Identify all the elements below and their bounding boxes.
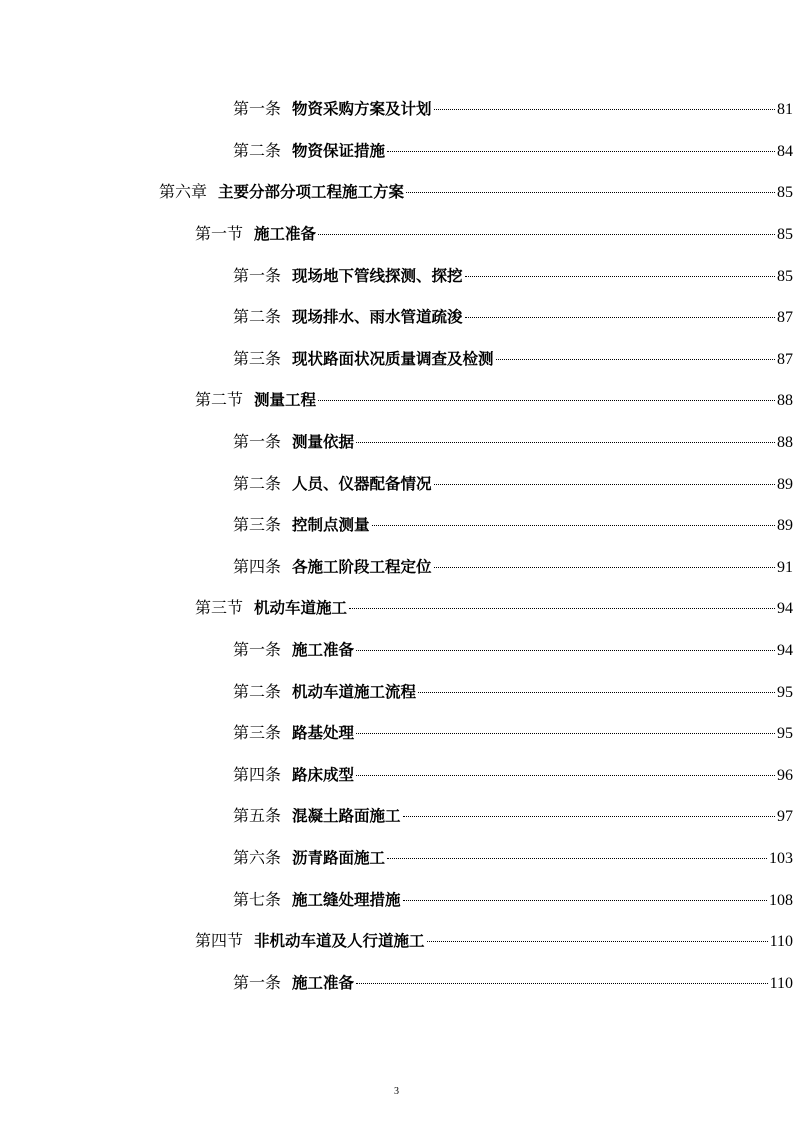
toc-entry[interactable]	[0, 339, 793, 381]
dot-leader	[406, 192, 775, 193]
toc-entry-page: 110	[769, 933, 793, 951]
toc-entry-title: 沥青路面施工	[292, 848, 386, 867]
toc-entry-page: 91	[777, 558, 793, 576]
page-number: 3	[394, 1086, 399, 1097]
toc-entry[interactable]	[0, 713, 793, 755]
toc-entry[interactable]	[0, 962, 793, 1004]
toc-entry[interactable]	[0, 671, 793, 713]
toc-entry-title: 测量工程	[254, 391, 317, 410]
toc-entry[interactable]	[0, 588, 793, 630]
toc-entry-title: 主要分部分项工程施工方案	[218, 183, 405, 202]
toc-entry-title: 机动车道施工流程	[292, 682, 417, 701]
toc-entry-number: 第三条	[233, 723, 282, 743]
dot-leader	[349, 608, 775, 609]
toc-entry-number: 第四节	[195, 931, 244, 951]
toc-entry-page: 84	[777, 142, 793, 160]
toc-entry[interactable]	[0, 755, 793, 797]
toc-entry-number: 第二条	[233, 473, 282, 493]
toc-entry-number: 第四条	[233, 764, 282, 784]
toc-entry-title: 现场排水、雨水管道疏浚	[292, 308, 463, 327]
toc-entry-number: 第二条	[233, 140, 282, 160]
toc-entry[interactable]	[0, 89, 793, 131]
dot-leader	[372, 525, 775, 526]
toc-entry[interactable]	[0, 255, 793, 297]
dot-leader	[403, 816, 775, 817]
toc-entry-title: 非机动车道及人行道施工	[254, 932, 425, 951]
toc-entry-number: 第三节	[195, 598, 244, 618]
toc-entry-number: 第一条	[233, 432, 282, 452]
toc-entry-number: 第五条	[233, 806, 282, 826]
toc-entry-title: 施工准备	[292, 641, 355, 660]
toc-entry-page: 87	[777, 309, 793, 327]
toc-entry-number: 第一条	[233, 972, 282, 992]
toc-entry-title: 施工准备	[292, 973, 355, 992]
toc-entry-title: 机动车道施工	[254, 599, 348, 618]
toc-entry[interactable]	[0, 422, 793, 464]
toc-entry[interactable]	[0, 547, 793, 589]
dot-leader	[465, 276, 775, 277]
toc-entry-number: 第一条	[233, 99, 282, 119]
toc-entry-page: 96	[777, 766, 793, 784]
dot-leader	[418, 692, 775, 693]
toc-entry-page: 85	[777, 267, 793, 285]
dot-leader	[356, 983, 768, 984]
table-of-contents	[0, 89, 793, 1004]
toc-entry[interactable]	[0, 297, 793, 339]
toc-entry[interactable]	[0, 921, 793, 963]
toc-entry-number: 第一条	[233, 265, 282, 285]
dot-leader	[356, 775, 775, 776]
dot-leader	[356, 733, 775, 734]
toc-entry-number: 第二节	[195, 390, 244, 410]
toc-entry-title: 现状路面状况质量调查及检测	[292, 349, 494, 368]
dot-leader	[434, 109, 775, 110]
toc-entry-title: 物资采购方案及计划	[292, 100, 432, 119]
toc-entry-number: 第二条	[233, 307, 282, 327]
toc-entry[interactable]	[0, 630, 793, 672]
dot-leader	[356, 650, 775, 651]
toc-entry-number: 第六章	[159, 182, 208, 202]
toc-entry-number: 第一条	[233, 640, 282, 660]
toc-entry-title: 混凝土路面施工	[292, 807, 401, 826]
toc-entry-number: 第一节	[195, 224, 244, 244]
toc-entry[interactable]	[0, 838, 793, 880]
toc-entry[interactable]	[0, 131, 793, 173]
toc-entry-page: 89	[777, 475, 793, 493]
toc-entry-page: 94	[777, 642, 793, 660]
dot-leader	[427, 941, 768, 942]
toc-entry[interactable]	[0, 879, 793, 921]
toc-entry[interactable]	[0, 214, 793, 256]
toc-entry-number: 第四条	[233, 556, 282, 576]
toc-entry-title: 施工准备	[254, 225, 317, 244]
toc-entry-page: 88	[777, 392, 793, 410]
toc-entry-page: 97	[777, 808, 793, 826]
toc-entry-number: 第三条	[233, 348, 282, 368]
dot-leader	[318, 234, 775, 235]
toc-entry-number: 第六条	[233, 847, 282, 867]
dot-leader	[434, 484, 775, 485]
toc-entry-title: 路床成型	[292, 765, 355, 784]
toc-entry-number: 第七条	[233, 889, 282, 909]
toc-entry[interactable]	[0, 380, 793, 422]
dot-leader	[496, 359, 775, 360]
toc-entry-page: 89	[777, 517, 793, 535]
toc-entry-number: 第三条	[233, 515, 282, 535]
toc-entry-page: 108	[769, 891, 793, 909]
toc-entry-title: 人员、仪器配备情况	[292, 474, 432, 493]
toc-entry-page: 87	[777, 350, 793, 368]
toc-entry[interactable]	[0, 463, 793, 505]
toc-entry[interactable]	[0, 505, 793, 547]
toc-entry-page: 94	[777, 600, 793, 618]
dot-leader	[387, 151, 775, 152]
toc-entry-title: 测量依据	[292, 433, 355, 452]
toc-entry[interactable]	[0, 796, 793, 838]
dot-leader	[465, 317, 775, 318]
dot-leader	[356, 442, 775, 443]
toc-entry-page: 95	[777, 725, 793, 743]
toc-entry-page: 85	[777, 226, 793, 244]
toc-entry-title: 控制点测量	[292, 516, 370, 535]
toc-entry-page: 85	[777, 184, 793, 202]
toc-entry-title: 物资保证措施	[292, 141, 386, 160]
toc-entry-number: 第二条	[233, 681, 282, 701]
toc-entry-page: 95	[777, 683, 793, 701]
toc-entry-title: 现场地下管线探测、探挖	[292, 266, 463, 285]
dot-leader	[403, 900, 767, 901]
dot-leader	[434, 567, 775, 568]
toc-entry[interactable]	[0, 172, 793, 214]
toc-entry-title: 路基处理	[292, 724, 355, 743]
toc-entry-page: 110	[769, 974, 793, 992]
toc-entry-page: 103	[769, 849, 793, 867]
toc-entry-page: 81	[777, 101, 793, 119]
dot-leader	[318, 400, 775, 401]
toc-entry-title: 各施工阶段工程定位	[292, 557, 432, 576]
dot-leader	[387, 858, 767, 859]
toc-entry-page: 88	[777, 434, 793, 452]
toc-entry-title: 施工缝处理措施	[292, 890, 401, 909]
